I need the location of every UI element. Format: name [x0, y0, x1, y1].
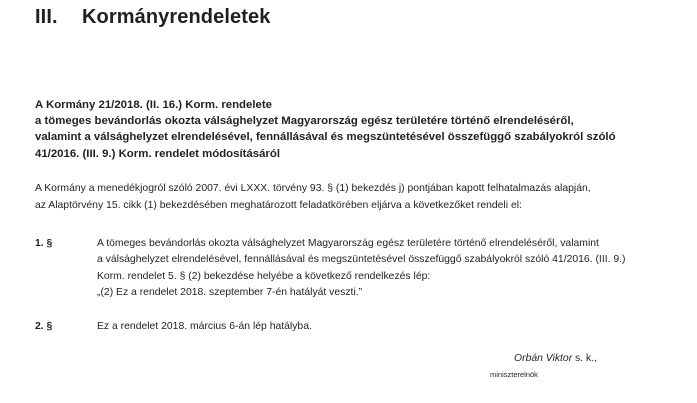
paragraph-label: 1. § — [35, 238, 53, 249]
heading-line: A Kormány 21/2018. (II. 16.) Korm. rendelete — [35, 99, 272, 111]
section-number: III. — [35, 6, 58, 28]
paragraph-body — [97, 236, 667, 302]
paragraph-line: A tömeges bevándorlás okozta válsághelyzet Magyarország egész területére történő elrendeléséről, valamint — [97, 238, 599, 249]
preamble — [35, 181, 667, 214]
paragraph-line: Korm. rendelet 5. § (2) bekezdése helyébe a következő rendelkezés lép: — [97, 270, 431, 282]
heading-line: 41/2016. (III. 9.) Korm. rendelet módosításáról — [35, 147, 280, 160]
heading-line: valamint a válsághelyzet elrendelésével, fennállásával és megszüntetésével összefüggő szabályokról szóló — [35, 131, 616, 144]
paragraph-line: Ez a rendelet 2018. március 6-án lép hatályba. — [97, 321, 312, 332]
decree-heading — [35, 97, 675, 162]
section-name: Kormányrendeletek — [82, 6, 271, 28]
preamble-line: A Kormány a menedékjogról szóló 2007. évi LXXX. törvény 93. § (1) bekezdés j) pontjában kapott felhatalmazás alapján, — [35, 183, 591, 194]
signature — [514, 353, 597, 364]
paragraph-line: a válsághelyzet elrendelésével, fennállásával és megszüntetésével összefüggő szabályokról szóló 41/2016. (III. 9.) — [97, 254, 626, 266]
signatory-name: Orbán Viktor — [514, 353, 573, 364]
paragraph-label: 2. § — [35, 321, 53, 332]
heading-line: a tömeges bevándorlás okozta válsághelyzet Magyarország egész területére történő elrendeléséről, — [35, 115, 574, 128]
paragraph-line: „(2) Ez a rendelet 2018. szeptember 7-én hatályát veszti.” — [97, 287, 363, 299]
preamble-line: az Alaptörvény 15. cikk (1) bekezdésében meghatározott feladatkörében eljárva a következőket rendeli el: — [35, 199, 522, 211]
signatory-role: miniszterelnök — [490, 370, 538, 379]
signature-suffix: s. k., — [572, 353, 597, 364]
paragraph-body — [97, 319, 667, 335]
section-title — [35, 6, 270, 29]
